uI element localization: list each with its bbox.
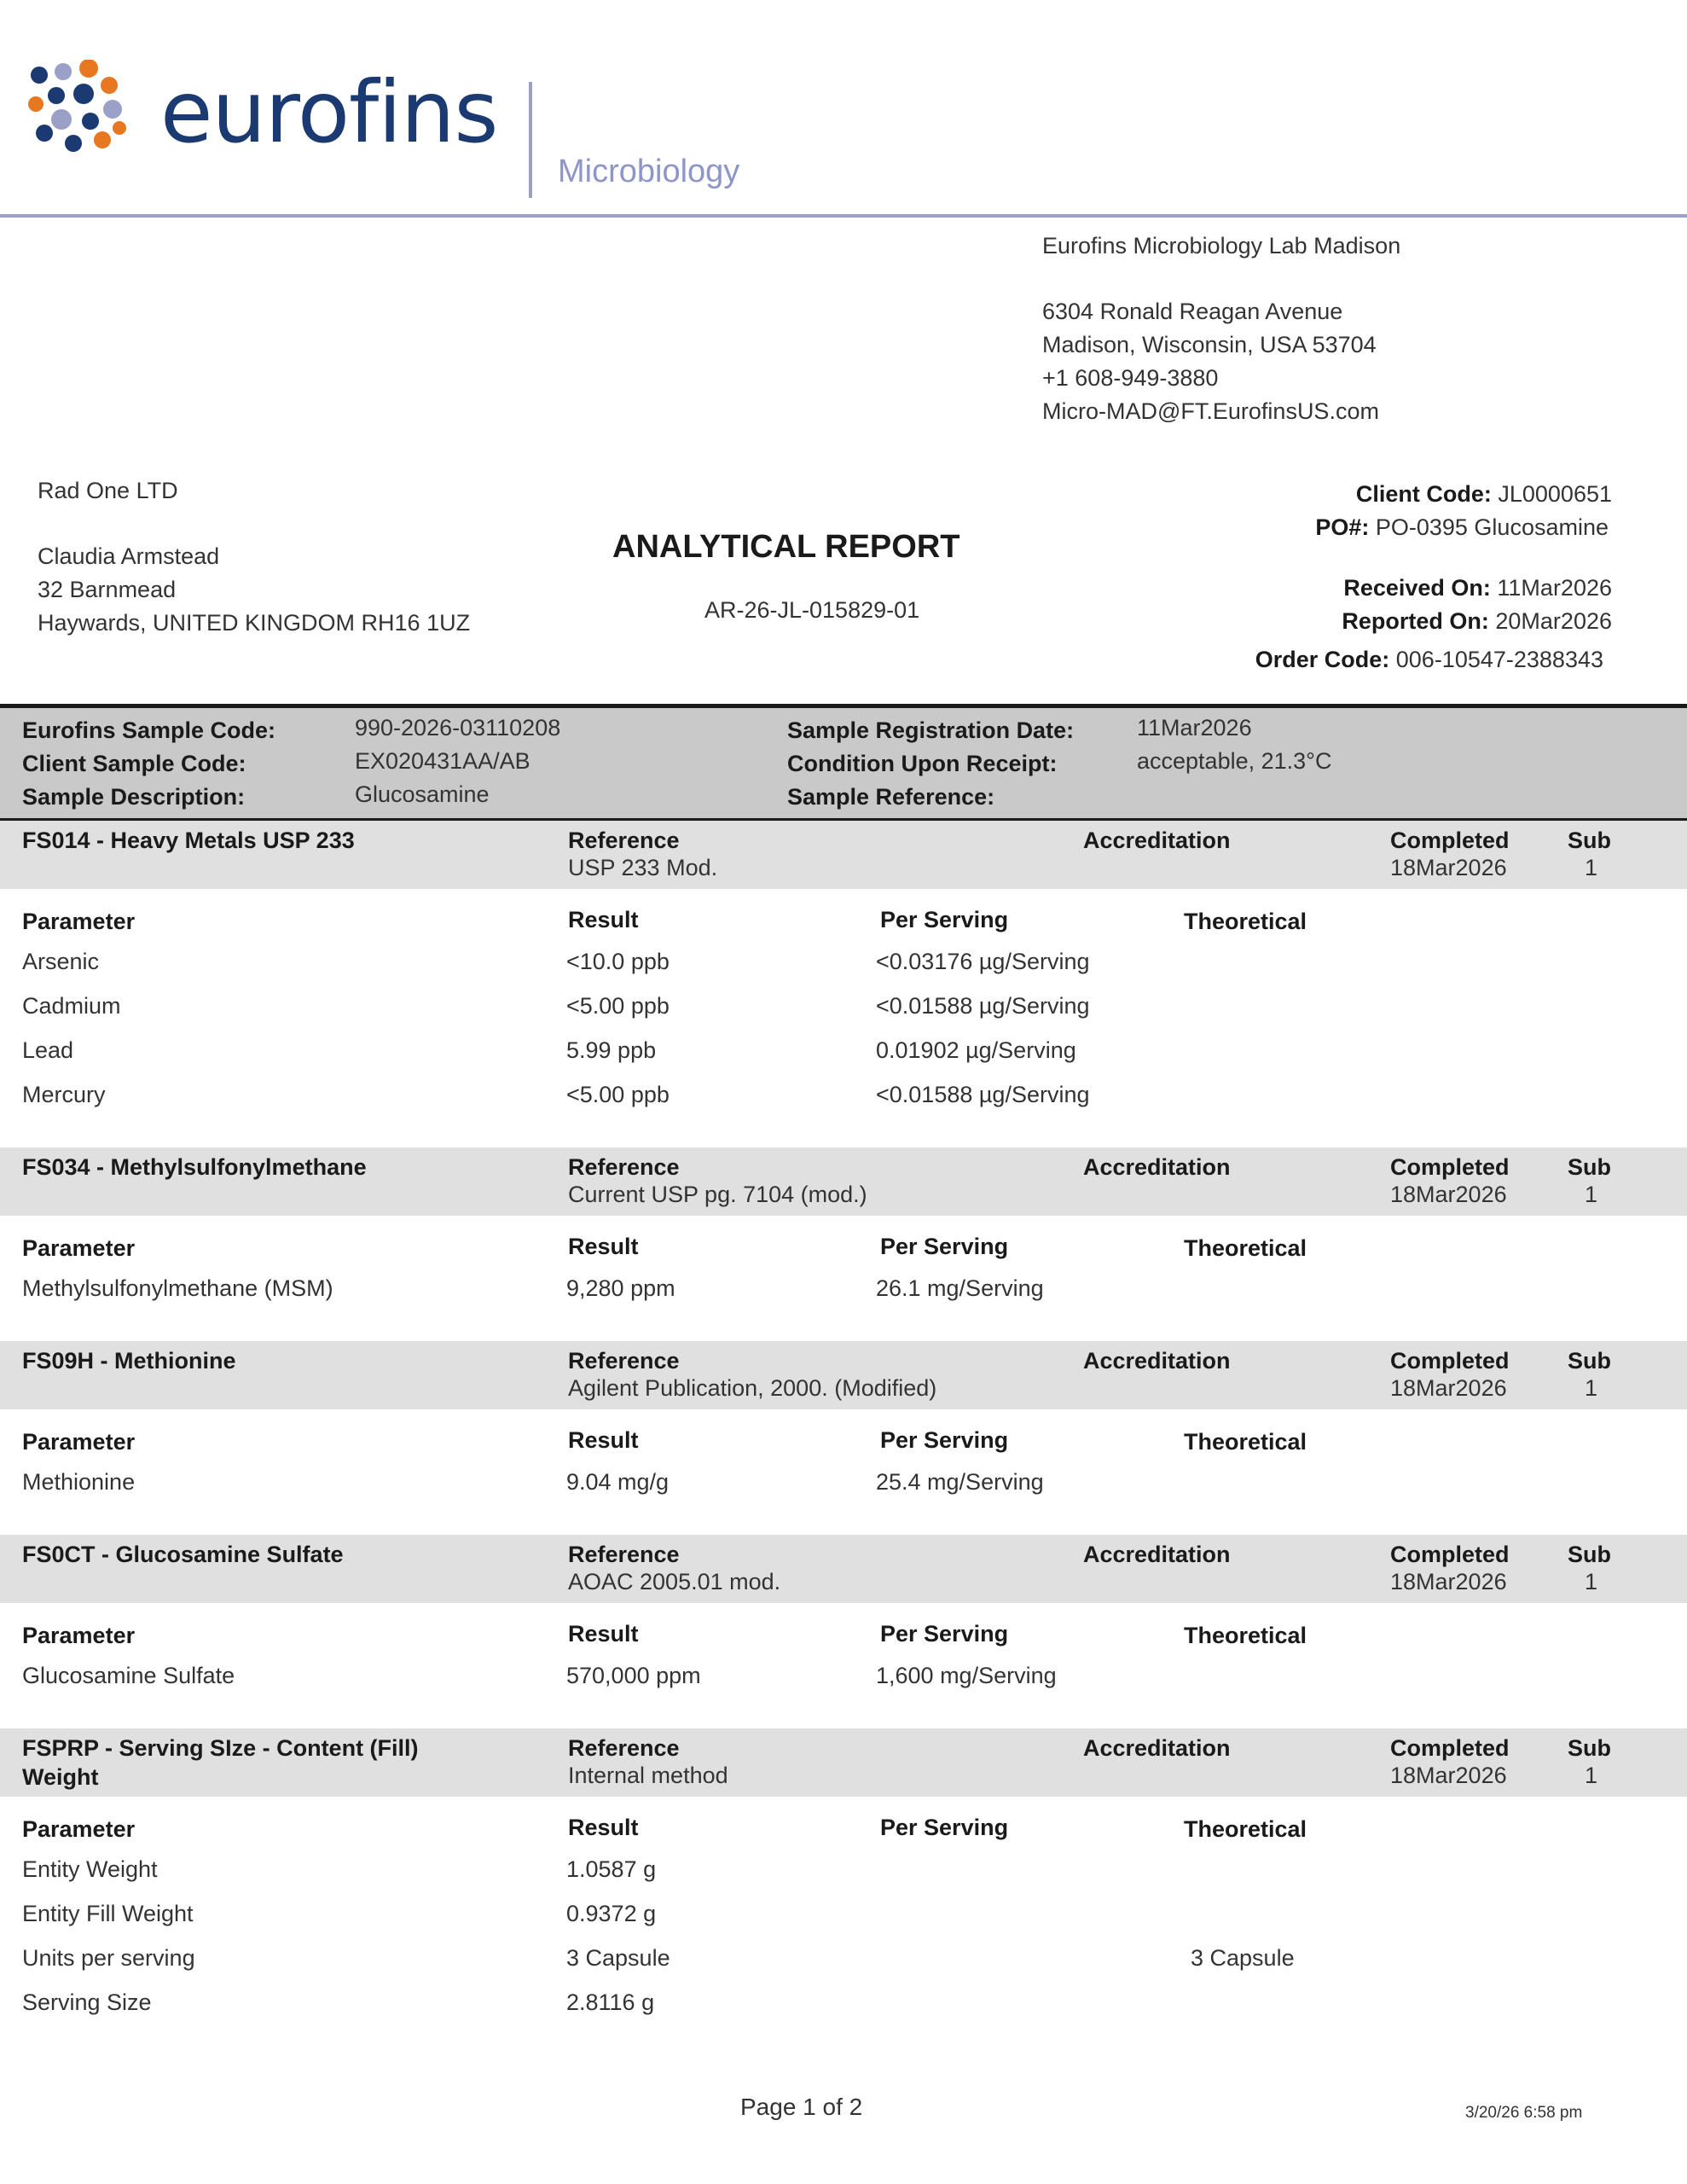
- completed-value: 18Mar2026: [1390, 855, 1507, 880]
- reference-label: Reference: [568, 828, 680, 853]
- completed-value: 18Mar2026: [1390, 1375, 1507, 1401]
- lab-email[interactable]: Micro-MAD@FT.EurofinsUS.com: [1042, 398, 1379, 424]
- theoretical-header: Theoretical: [1184, 1235, 1307, 1261]
- section-title: FS0CT - Glucosamine Sulfate: [22, 1542, 344, 1567]
- reference-value: AOAC 2005.01 mod.: [568, 1569, 781, 1594]
- result-cell: 0.9372 g: [566, 1901, 657, 1926]
- client-contact: Claudia Armstead: [38, 543, 220, 569]
- report-title: ANALYTICAL REPORT: [612, 529, 960, 565]
- po-label: PO#:: [1315, 514, 1370, 540]
- completed-label: Completed: [1390, 1542, 1510, 1567]
- order-label: Order Code:: [1255, 647, 1390, 672]
- sample-reference-label: Sample Reference:: [787, 784, 995, 810]
- section-title: FS014 - Heavy Metals USP 233: [22, 828, 355, 853]
- sub-label: Sub: [1568, 1735, 1611, 1761]
- parameter-cell: Entity Fill Weight: [22, 1901, 194, 1926]
- reported-line: [1342, 608, 1612, 635]
- result-header: Result: [568, 1234, 639, 1259]
- reported-label: Reported On:: [1342, 608, 1489, 634]
- parameter-cell: Units per serving: [22, 1945, 195, 1971]
- sub-value: 1: [1585, 855, 1598, 880]
- completed-value: 18Mar2026: [1390, 1763, 1507, 1788]
- sub-label: Sub: [1568, 1542, 1611, 1567]
- po-value: PO-0395 Glucosamine: [1375, 514, 1609, 540]
- parameter-header: Parameter: [22, 1816, 136, 1842]
- per-serving-header: Per Serving: [880, 907, 1009, 932]
- sub-label: Sub: [1568, 1348, 1611, 1374]
- per-serving-cell: 25.4 mg/Serving: [876, 1469, 1044, 1495]
- per-serving-cell: 26.1 mg/Serving: [876, 1275, 1044, 1301]
- section-header: [0, 1147, 1687, 1216]
- per-serving-header: Per Serving: [880, 1815, 1009, 1840]
- report-number: AR-26-JL-015829-01: [704, 597, 920, 623]
- parameter-cell: Serving Size: [22, 1989, 152, 2015]
- result-cell: <10.0 ppb: [566, 949, 670, 974]
- reference-label: Reference: [568, 1348, 680, 1374]
- sample-registration-value: 11Mar2026: [1137, 715, 1252, 741]
- section-header: [0, 1535, 1687, 1603]
- parameter-header: Parameter: [22, 1235, 136, 1261]
- client-sample-code-label: Client Sample Code:: [22, 751, 246, 776]
- logo-subtitle: Microbiology: [558, 154, 740, 189]
- parameter-cell: Arsenic: [22, 949, 100, 974]
- accreditation-label: Accreditation: [1083, 1348, 1231, 1374]
- completed-value: 18Mar2026: [1390, 1182, 1507, 1207]
- reference-value: USP 233 Mod.: [568, 855, 718, 880]
- completed-label: Completed: [1390, 1348, 1510, 1374]
- parameter-cell: Lead: [22, 1037, 74, 1063]
- reference-value: Agilent Publication, 2000. (Modified): [568, 1375, 937, 1401]
- eurofins-dots-icon: [24, 60, 135, 162]
- parameter-cell: Methionine: [22, 1469, 136, 1495]
- result-cell: 5.99 ppb: [566, 1037, 657, 1063]
- parameter-cell: Entity Weight: [22, 1856, 158, 1882]
- parameter-cell: Mercury: [22, 1082, 106, 1107]
- result-header: Result: [568, 1621, 639, 1647]
- client-sample-code-value: EX020431AA/AB: [355, 748, 530, 774]
- result-cell: 570,000 ppm: [566, 1663, 701, 1688]
- result-header: Result: [568, 1815, 639, 1840]
- order-line: [1255, 647, 1603, 673]
- completed-label: Completed: [1390, 1735, 1510, 1761]
- sub-value: 1: [1585, 1763, 1598, 1788]
- client-company: Rad One LTD: [38, 478, 178, 503]
- section-title: FS034 - Methylsulfonylmethane: [22, 1154, 367, 1180]
- theoretical-cell: 3 Capsule: [1191, 1945, 1295, 1971]
- sub-value: 1: [1585, 1182, 1598, 1207]
- section-title: FSPRP - Serving SIze - Content (Fill): [22, 1735, 419, 1761]
- per-serving-header: Per Serving: [880, 1621, 1009, 1647]
- result-cell: 1.0587 g: [566, 1856, 657, 1882]
- result-cell: <5.00 ppb: [566, 993, 670, 1019]
- client-street: 32 Barnmead: [38, 577, 177, 602]
- eurofins-sample-code-label: Eurofins Sample Code:: [22, 717, 276, 743]
- accreditation-label: Accreditation: [1083, 1154, 1231, 1180]
- received-label: Received On:: [1343, 575, 1491, 601]
- result-cell: 9.04 mg/g: [566, 1469, 670, 1495]
- client-city: Haywards, UNITED KINGDOM RH16 1UZ: [38, 610, 471, 636]
- client-code-value: JL0000651: [1498, 481, 1612, 507]
- per-serving-cell: 1,600 mg/Serving: [876, 1663, 1057, 1688]
- lab-address-line2: Madison, Wisconsin, USA 53704: [1042, 332, 1377, 357]
- page-number: Page 1 of 2: [740, 2094, 863, 2120]
- result-cell: <5.00 ppb: [566, 1082, 670, 1107]
- lab-address-line1: 6304 Ronald Reagan Avenue: [1042, 299, 1343, 324]
- per-serving-cell: <0.03176 µg/Serving: [876, 949, 1090, 974]
- parameter-cell: Methylsulfonylmethane (MSM): [22, 1275, 333, 1301]
- result-header: Result: [568, 907, 639, 932]
- logo-wordmark: eurofins: [160, 62, 498, 162]
- sub-label: Sub: [1568, 1154, 1611, 1180]
- parameter-header: Parameter: [22, 909, 136, 934]
- lab-name: Eurofins Microbiology Lab Madison: [1042, 233, 1401, 258]
- reference-value: Current USP pg. 7104 (mod.): [568, 1182, 867, 1207]
- po-line: [1315, 514, 1609, 541]
- reported-value: 20Mar2026: [1495, 608, 1612, 634]
- per-serving-cell: <0.01588 µg/Serving: [876, 993, 1090, 1019]
- section-title: FS09H - Methionine: [22, 1348, 236, 1374]
- result-cell: 9,280 ppm: [566, 1275, 675, 1301]
- sub-value: 1: [1585, 1569, 1598, 1594]
- accreditation-label: Accreditation: [1083, 828, 1231, 853]
- eurofins-logo: [24, 60, 498, 162]
- per-serving-cell: 0.01902 µg/Serving: [876, 1037, 1076, 1063]
- client-code-label: Client Code:: [1355, 481, 1492, 507]
- result-cell: 3 Capsule: [566, 1945, 670, 1971]
- lab-phone: +1 608-949-3880: [1042, 365, 1219, 391]
- parameter-header: Parameter: [22, 1623, 136, 1648]
- order-value: 006-10547-2388343: [1395, 647, 1603, 672]
- condition-value: acceptable, 21.3°C: [1137, 748, 1332, 774]
- theoretical-header: Theoretical: [1184, 909, 1307, 934]
- condition-label: Condition Upon Receipt:: [787, 751, 1058, 776]
- accreditation-label: Accreditation: [1083, 1542, 1231, 1567]
- accreditation-label: Accreditation: [1083, 1735, 1231, 1761]
- sample-registration-label: Sample Registration Date:: [787, 717, 1075, 743]
- theoretical-header: Theoretical: [1184, 1816, 1307, 1842]
- sample-description-label: Sample Description:: [22, 784, 246, 810]
- reference-label: Reference: [568, 1154, 680, 1180]
- section-header: [0, 821, 1687, 889]
- completed-label: Completed: [1390, 1154, 1510, 1180]
- parameter-header: Parameter: [22, 1429, 136, 1455]
- reference-label: Reference: [568, 1542, 680, 1567]
- section-header: [0, 1341, 1687, 1409]
- theoretical-header: Theoretical: [1184, 1429, 1307, 1455]
- reference-value: Internal method: [568, 1763, 728, 1788]
- completed-value: 18Mar2026: [1390, 1569, 1507, 1594]
- eurofins-sample-code-value: 990-2026-03110208: [355, 715, 561, 741]
- section-title-line2: Weight: [22, 1764, 99, 1790]
- header-rule: [0, 214, 1687, 218]
- print-timestamp: 3/20/26 6:58 pm: [1465, 2104, 1583, 2122]
- sub-label: Sub: [1568, 828, 1611, 853]
- result-header: Result: [568, 1427, 639, 1453]
- sub-value: 1: [1585, 1375, 1598, 1401]
- result-cell: 2.8116 g: [566, 1989, 655, 2015]
- completed-label: Completed: [1390, 828, 1510, 853]
- client-code-line: [1356, 481, 1612, 508]
- parameter-cell: Cadmium: [22, 993, 121, 1019]
- per-serving-header: Per Serving: [880, 1234, 1009, 1259]
- section-header: [0, 1728, 1687, 1797]
- per-serving-cell: <0.01588 µg/Serving: [876, 1082, 1090, 1107]
- parameter-cell: Glucosamine Sulfate: [22, 1663, 235, 1688]
- reference-label: Reference: [568, 1735, 680, 1761]
- sample-description-value: Glucosamine: [355, 781, 490, 807]
- per-serving-header: Per Serving: [880, 1427, 1009, 1453]
- logo-divider: [529, 82, 532, 198]
- received-line: [1343, 575, 1612, 601]
- received-value: 11Mar2026: [1497, 575, 1612, 601]
- sample-info-band: [0, 704, 1687, 821]
- theoretical-header: Theoretical: [1184, 1623, 1307, 1648]
